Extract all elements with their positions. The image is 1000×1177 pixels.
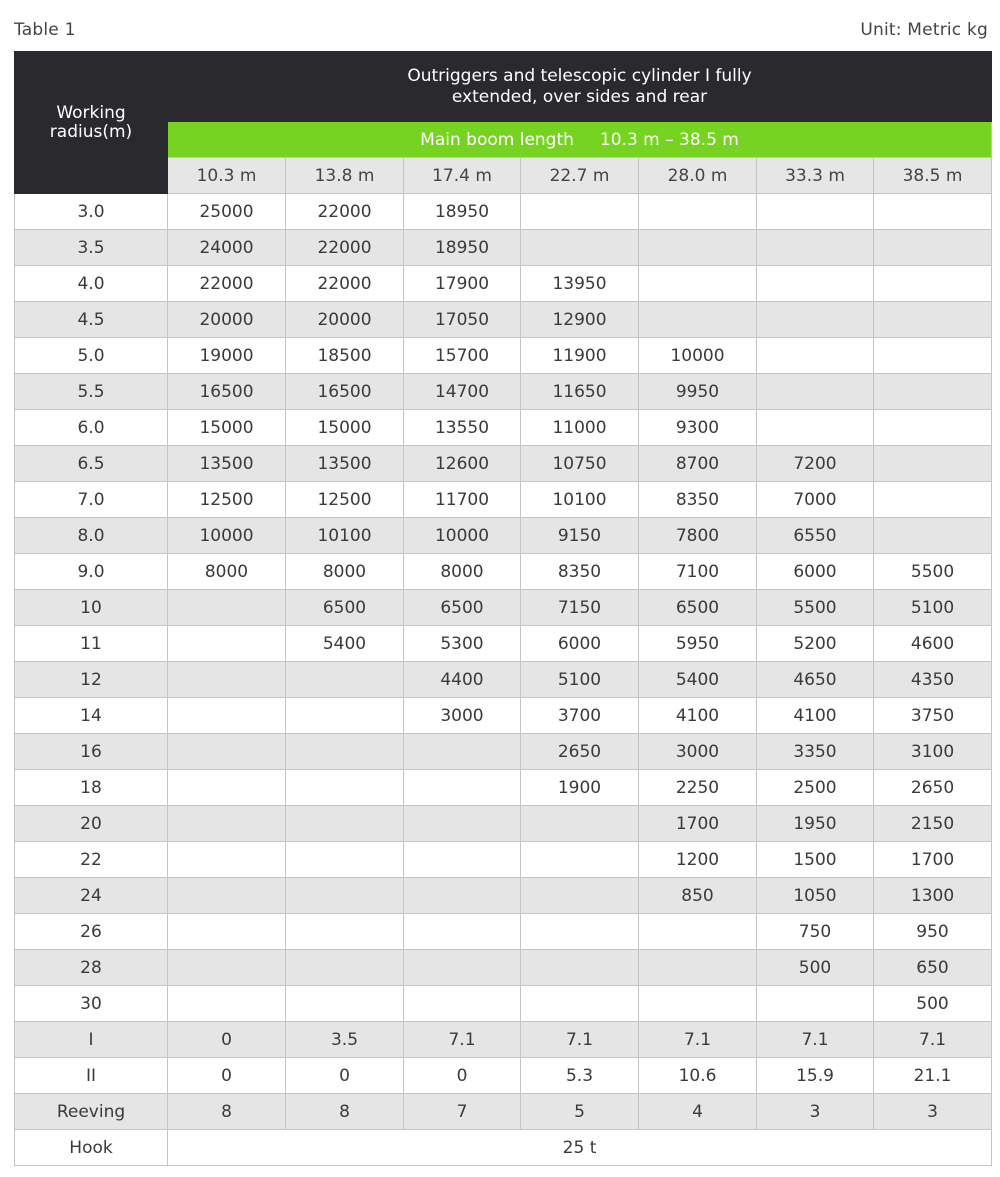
load-cell: 8000: [404, 554, 521, 590]
load-cell: 17900: [404, 266, 521, 302]
load-cell: [168, 842, 286, 878]
load-cell: 22000: [168, 266, 286, 302]
boom-length-cell: 33.3 m: [757, 158, 874, 194]
load-cell: [521, 878, 639, 914]
load-cell: [404, 770, 521, 806]
load-cell: 18500: [286, 338, 404, 374]
load-cell: 500: [757, 950, 874, 986]
load-cell: 17050: [404, 302, 521, 338]
hook-value: 25 t: [168, 1130, 992, 1166]
radius-cell: 3.5: [15, 230, 168, 266]
load-cell: 5400: [286, 626, 404, 662]
load-cell: 7.1: [639, 1022, 757, 1058]
radius-cell: 24: [15, 878, 168, 914]
load-cell: 3100: [874, 734, 992, 770]
load-cell: 1700: [639, 806, 757, 842]
load-cell: [757, 230, 874, 266]
load-cell: [404, 734, 521, 770]
radius-cell: 5.5: [15, 374, 168, 410]
load-cell: 9950: [639, 374, 757, 410]
load-cell: 7800: [639, 518, 757, 554]
table-row: [15, 734, 992, 770]
load-cell: [168, 986, 286, 1022]
load-cell: [168, 950, 286, 986]
load-cell: 12900: [521, 302, 639, 338]
load-cell: 3: [757, 1094, 874, 1130]
load-cell: 9300: [639, 410, 757, 446]
table-row: [15, 1022, 992, 1058]
load-cell: 5950: [639, 626, 757, 662]
load-cell: 6000: [757, 554, 874, 590]
load-cell: [639, 266, 757, 302]
load-cell: [639, 302, 757, 338]
load-cell: [286, 986, 404, 1022]
load-cell: 15.9: [757, 1058, 874, 1094]
load-cell: 7.1: [521, 1022, 639, 1058]
boom-length-cell: 13.8 m: [286, 158, 404, 194]
boom-length-cell: 10.3 m: [168, 158, 286, 194]
load-cell: [757, 302, 874, 338]
load-cell: [757, 374, 874, 410]
load-cell: 5300: [404, 626, 521, 662]
load-cell: 2650: [521, 734, 639, 770]
load-cell: [757, 194, 874, 230]
load-cell: 2500: [757, 770, 874, 806]
load-cell: 14700: [404, 374, 521, 410]
radius-cell: 11: [15, 626, 168, 662]
load-cell: 5100: [874, 590, 992, 626]
load-cell: [404, 986, 521, 1022]
table-row: [15, 338, 992, 374]
radius-cell: 22: [15, 842, 168, 878]
load-cell: 4100: [757, 698, 874, 734]
load-cell: 0: [404, 1058, 521, 1094]
load-cell: 7150: [521, 590, 639, 626]
table-row: [15, 518, 992, 554]
load-cell: 25000: [168, 194, 286, 230]
load-cell: [404, 950, 521, 986]
load-cell: 13950: [521, 266, 639, 302]
load-cell: 3000: [404, 698, 521, 734]
table-row: [15, 302, 992, 338]
load-cell: 7: [404, 1094, 521, 1130]
load-cell: 11700: [404, 482, 521, 518]
load-cell: [168, 590, 286, 626]
load-cell: [521, 950, 639, 986]
load-cell: 7000: [757, 482, 874, 518]
load-cell: 1200: [639, 842, 757, 878]
radius-cell: 5.0: [15, 338, 168, 374]
table-row: [15, 266, 992, 302]
load-cell: [874, 302, 992, 338]
radius-cell: 8.0: [15, 518, 168, 554]
boom-length-label: Main boom length: [420, 129, 574, 150]
load-cell: 5500: [874, 554, 992, 590]
load-cell: 12500: [286, 482, 404, 518]
load-cell: [286, 770, 404, 806]
load-cell: 10750: [521, 446, 639, 482]
table-caption: Table 1: [14, 20, 76, 40]
load-cell: 1300: [874, 878, 992, 914]
radius-cell: 4.0: [15, 266, 168, 302]
load-cell: [874, 518, 992, 554]
load-cell: 11650: [521, 374, 639, 410]
load-cell: [874, 374, 992, 410]
load-cell: 650: [874, 950, 992, 986]
radius-cell: 6.0: [15, 410, 168, 446]
load-cell: 2250: [639, 770, 757, 806]
table-row: [15, 230, 992, 266]
table-row: [15, 914, 992, 950]
load-cell: 5: [521, 1094, 639, 1130]
load-cell: [286, 734, 404, 770]
load-cell: 4100: [639, 698, 757, 734]
load-cell: 10.6: [639, 1058, 757, 1094]
load-cell: [521, 842, 639, 878]
load-cell: 22000: [286, 194, 404, 230]
load-cell: 3700: [521, 698, 639, 734]
load-cell: [286, 806, 404, 842]
load-cell: 18950: [404, 230, 521, 266]
table-row: [15, 590, 992, 626]
boom-length-cell: 22.7 m: [521, 158, 639, 194]
load-cell: 10000: [168, 518, 286, 554]
load-cell: 15000: [286, 410, 404, 446]
load-cell: [286, 698, 404, 734]
load-cell: 2650: [874, 770, 992, 806]
load-chart-table: [14, 51, 992, 1166]
load-cell: [874, 194, 992, 230]
load-cell: 1700: [874, 842, 992, 878]
load-cell: 750: [757, 914, 874, 950]
load-cell: 3.5: [286, 1022, 404, 1058]
table-row: [15, 410, 992, 446]
load-cell: 4350: [874, 662, 992, 698]
hook-row: [15, 1130, 992, 1166]
load-cell: 10000: [404, 518, 521, 554]
load-cell: 6500: [286, 590, 404, 626]
load-cell: 4650: [757, 662, 874, 698]
table-row: [15, 842, 992, 878]
radius-cell: II: [15, 1058, 168, 1094]
radius-cell: 3.0: [15, 194, 168, 230]
load-cell: [521, 806, 639, 842]
load-cell: [168, 914, 286, 950]
load-cell: 0: [168, 1058, 286, 1094]
load-cell: [286, 950, 404, 986]
load-cell: 6500: [404, 590, 521, 626]
load-cell: 3: [874, 1094, 992, 1130]
load-cell: [286, 878, 404, 914]
load-cell: 500: [874, 986, 992, 1022]
load-cell: 10000: [639, 338, 757, 374]
radius-cell: 4.5: [15, 302, 168, 338]
load-cell: 18950: [404, 194, 521, 230]
load-cell: [874, 410, 992, 446]
table-row: [15, 446, 992, 482]
load-cell: 16500: [168, 374, 286, 410]
boom-length-cell: 28.0 m: [639, 158, 757, 194]
load-cell: [639, 194, 757, 230]
load-cell: 12500: [168, 482, 286, 518]
load-cell: 3750: [874, 698, 992, 734]
load-cell: 21.1: [874, 1058, 992, 1094]
radius-cell: I: [15, 1022, 168, 1058]
load-cell: [168, 734, 286, 770]
load-cell: 1050: [757, 878, 874, 914]
load-cell: [168, 698, 286, 734]
boom-length-range: 10.3 m – 38.5 m: [599, 129, 739, 150]
load-cell: [168, 770, 286, 806]
load-cell: [404, 806, 521, 842]
table-body: [15, 194, 992, 1166]
load-cell: 8350: [639, 482, 757, 518]
load-cell: 2150: [874, 806, 992, 842]
load-cell: [286, 662, 404, 698]
load-cell: 22000: [286, 230, 404, 266]
radius-cell: 9.0: [15, 554, 168, 590]
load-cell: 950: [874, 914, 992, 950]
load-cell: 4: [639, 1094, 757, 1130]
load-cell: 20000: [286, 302, 404, 338]
table-row: [15, 482, 992, 518]
title-line2: extended, over sides and rear: [451, 86, 708, 107]
radius-cell: 10: [15, 590, 168, 626]
title-line1: Outriggers and telescopic cylinder I fully: [407, 65, 752, 86]
load-cell: 8700: [639, 446, 757, 482]
load-cell: [874, 230, 992, 266]
load-cell: 8: [168, 1094, 286, 1130]
load-cell: [757, 410, 874, 446]
radius-cell: 12: [15, 662, 168, 698]
load-cell: 5200: [757, 626, 874, 662]
load-cell: [404, 842, 521, 878]
load-cell: 5100: [521, 662, 639, 698]
radius-cell: 26: [15, 914, 168, 950]
radius-cell: 20: [15, 806, 168, 842]
load-cell: 15700: [404, 338, 521, 374]
load-cell: 850: [639, 878, 757, 914]
radius-cell: 14: [15, 698, 168, 734]
load-cell: [521, 914, 639, 950]
load-cell: [874, 266, 992, 302]
load-cell: 15000: [168, 410, 286, 446]
load-cell: 11900: [521, 338, 639, 374]
load-cell: 7.1: [757, 1022, 874, 1058]
load-cell: [404, 914, 521, 950]
table-row: [15, 806, 992, 842]
table-row: [15, 194, 992, 230]
load-cell: [521, 230, 639, 266]
radius-cell: 30: [15, 986, 168, 1022]
load-cell: 3000: [639, 734, 757, 770]
load-cell: 7100: [639, 554, 757, 590]
hook-label: Hook: [15, 1130, 168, 1166]
load-cell: [757, 338, 874, 374]
load-cell: [874, 482, 992, 518]
load-cell: [757, 266, 874, 302]
load-cell: [168, 806, 286, 842]
load-cell: 5.3: [521, 1058, 639, 1094]
load-cell: [521, 986, 639, 1022]
load-cell: 1950: [757, 806, 874, 842]
load-cell: 6000: [521, 626, 639, 662]
load-cell: [521, 194, 639, 230]
load-cell: [874, 338, 992, 374]
load-cell: 10100: [286, 518, 404, 554]
main-boom-length-header: [168, 122, 992, 158]
load-cell: 1500: [757, 842, 874, 878]
table-row: [15, 770, 992, 806]
table-row: [15, 1094, 992, 1130]
load-cell: 8: [286, 1094, 404, 1130]
load-cell: [168, 878, 286, 914]
load-cell: 10100: [521, 482, 639, 518]
load-cell: 12600: [404, 446, 521, 482]
boom-length-cell: 17.4 m: [404, 158, 521, 194]
load-cell: 9150: [521, 518, 639, 554]
load-cell: 3350: [757, 734, 874, 770]
table-title-header: [168, 52, 992, 122]
load-cell: 7.1: [874, 1022, 992, 1058]
load-cell: 16500: [286, 374, 404, 410]
load-cell: 4600: [874, 626, 992, 662]
load-cell: [639, 230, 757, 266]
load-cell: [404, 878, 521, 914]
load-cell: 4400: [404, 662, 521, 698]
table-row: [15, 554, 992, 590]
load-cell: 7.1: [404, 1022, 521, 1058]
radius-cell: 6.5: [15, 446, 168, 482]
table-row: [15, 662, 992, 698]
load-cell: 19000: [168, 338, 286, 374]
load-cell: [286, 914, 404, 950]
load-cell: 1900: [521, 770, 639, 806]
load-cell: 20000: [168, 302, 286, 338]
radius-cell: 7.0: [15, 482, 168, 518]
table-row: [15, 626, 992, 662]
table-row: [15, 986, 992, 1022]
load-cell: 0: [168, 1022, 286, 1058]
load-cell: [874, 446, 992, 482]
load-cell: 13500: [168, 446, 286, 482]
load-cell: 13500: [286, 446, 404, 482]
radius-cell: 18: [15, 770, 168, 806]
table-row: [15, 950, 992, 986]
load-cell: [168, 662, 286, 698]
load-cell: 7200: [757, 446, 874, 482]
load-cell: 0: [286, 1058, 404, 1094]
load-cell: [757, 986, 874, 1022]
table-row: [15, 698, 992, 734]
load-cell: 6500: [639, 590, 757, 626]
working-radius-header: [15, 52, 168, 194]
load-cell: [639, 950, 757, 986]
load-cell: 8000: [286, 554, 404, 590]
unit-label: Unit: Metric kg: [860, 20, 988, 40]
load-cell: [639, 986, 757, 1022]
load-cell: 8000: [168, 554, 286, 590]
radius-cell: 16: [15, 734, 168, 770]
load-cell: 6550: [757, 518, 874, 554]
load-cell: [639, 914, 757, 950]
table-row: [15, 1058, 992, 1094]
working-radius-line1: Working: [56, 102, 126, 123]
load-cell: 13550: [404, 410, 521, 446]
load-cell: 5500: [757, 590, 874, 626]
radius-cell: 28: [15, 950, 168, 986]
load-cell: 8350: [521, 554, 639, 590]
load-cell: 22000: [286, 266, 404, 302]
boom-length-cell: 38.5 m: [874, 158, 992, 194]
working-radius-line2: radius(m): [49, 121, 133, 142]
load-cell: [168, 626, 286, 662]
table-row: [15, 374, 992, 410]
load-cell: [286, 842, 404, 878]
table-row: [15, 878, 992, 914]
load-cell: 24000: [168, 230, 286, 266]
radius-cell: Reeving: [15, 1094, 168, 1130]
load-cell: 5400: [639, 662, 757, 698]
load-cell: 11000: [521, 410, 639, 446]
